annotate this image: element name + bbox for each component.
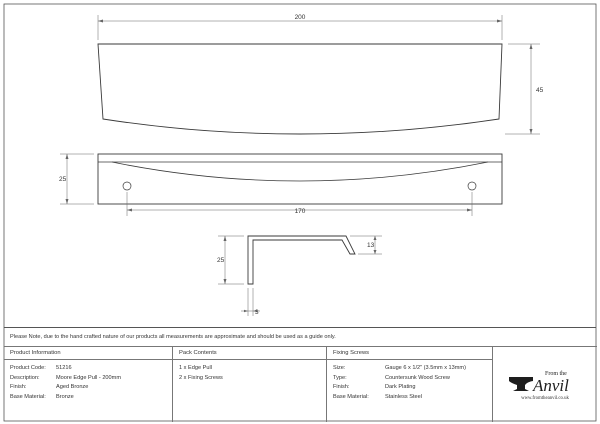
logo-from-the: From the <box>545 371 567 377</box>
row-label: Finish: <box>333 384 350 391</box>
front-view-outline <box>98 154 502 204</box>
pack-contents-panel <box>172 346 327 422</box>
dim-profile-thickness: 3 <box>255 309 259 316</box>
profile-view <box>217 236 382 316</box>
dim-top-height: 45 <box>536 87 544 94</box>
screw-hole-left <box>123 182 131 190</box>
front-view <box>59 154 502 216</box>
pack-item: 2 x Fixing Screws <box>179 374 223 381</box>
row-label: Size: <box>333 365 346 371</box>
row-value: Bronze <box>56 393 74 400</box>
from-the-anvil-logo <box>493 347 597 422</box>
product-information-panel <box>4 346 172 422</box>
logo-url: www.fromtheanvil.co.uk <box>521 396 569 401</box>
row-value: Stainless Steel <box>385 393 423 400</box>
fixing-screws-heading: Fixing Screws <box>327 347 493 360</box>
row-value: Countersunk Wood Screw <box>385 374 450 381</box>
pack-item: 1 x Edge Pull <box>179 365 212 371</box>
row-label: Type: <box>333 374 347 381</box>
row-label: Base Material: <box>333 393 369 400</box>
logo-panel <box>492 346 597 422</box>
anvil-icon <box>509 377 533 391</box>
dim-side-height: 25 <box>59 176 67 183</box>
row-value: Aged Bronze <box>56 384 89 391</box>
front-view-curve <box>112 162 488 181</box>
dim-top-width: 200 <box>294 14 306 21</box>
logo-brand: Anvil <box>533 376 569 395</box>
dim-profile-lip: 13 <box>367 242 375 249</box>
row-label: Description: <box>10 374 40 381</box>
dim-hole-spacing: 170 <box>294 208 306 215</box>
screw-type-row <box>327 374 493 384</box>
disclaimer-note: Please Note, due to the hand crafted nature of our products all measurements are approximate and should be used as a guide only. <box>10 334 336 340</box>
top-view <box>98 14 544 134</box>
pack-contents-heading: Pack Contents <box>173 347 327 360</box>
top-view-outline <box>98 44 502 134</box>
profile-outline <box>248 236 355 284</box>
screw-material-row <box>327 393 493 403</box>
finish-row <box>4 383 172 393</box>
row-value: Moore Edge Pull - 200mm <box>56 374 121 381</box>
row-value: Gauge 6 x 1/2" (3.5mm x 13mm) <box>385 365 466 371</box>
fixing-screws-panel <box>326 346 493 422</box>
screw-size-row <box>327 364 493 374</box>
base-material-row <box>4 393 172 403</box>
product-code-row <box>4 364 172 374</box>
screw-hole-right <box>468 182 476 190</box>
row-label: Finish: <box>10 384 27 391</box>
row-label: Base Material: <box>10 393 46 400</box>
row-label: Product Code: <box>10 365 46 371</box>
row-value: Dark Plating <box>385 384 416 391</box>
screw-finish-row <box>327 383 493 393</box>
description-row <box>4 374 172 384</box>
row-value: 51216 <box>56 365 72 371</box>
product-information-heading: Product Information <box>4 347 172 360</box>
dim-profile-height: 25 <box>217 257 225 264</box>
